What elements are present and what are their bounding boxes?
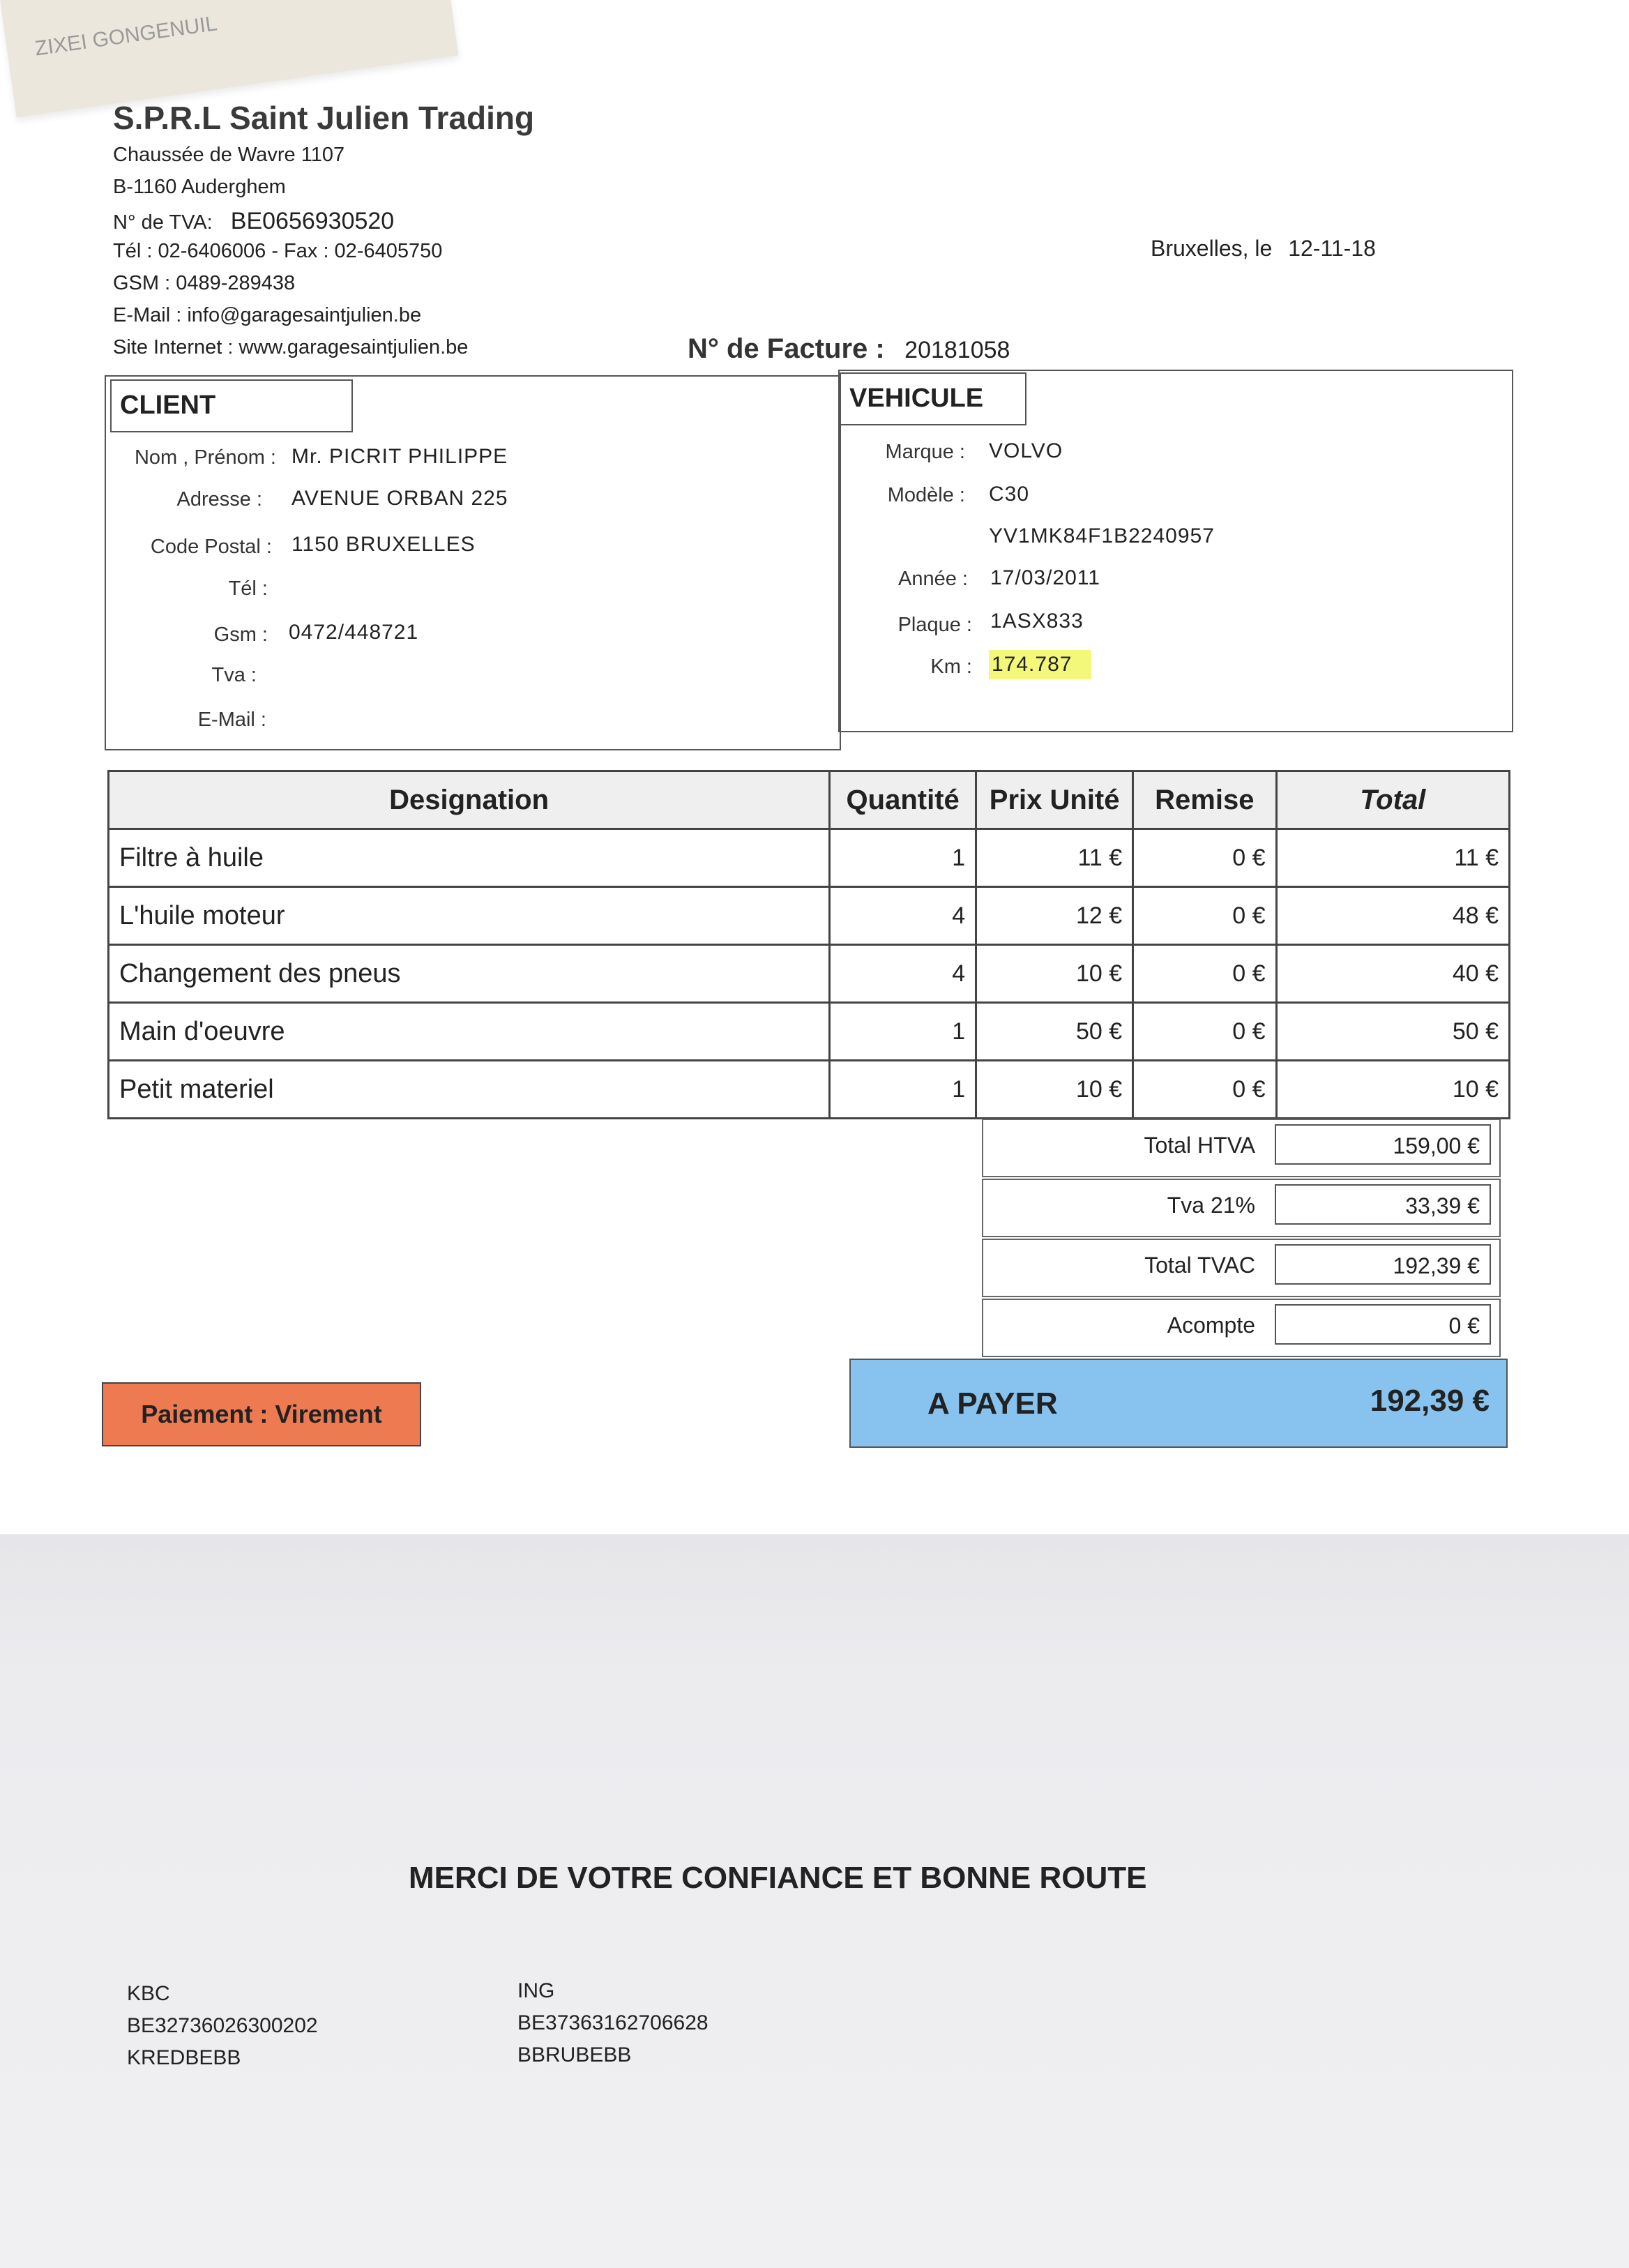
table-row bbox=[109, 1061, 1510, 1119]
sticker-text: ZIXEI GONGENUIL bbox=[33, 12, 219, 61]
item-quantity: 1 bbox=[830, 829, 976, 887]
client-postal-label: Code Postal : bbox=[150, 536, 272, 558]
client-vat-label: Tva : bbox=[211, 664, 257, 686]
vehicle-brand-label: Marque : bbox=[885, 441, 965, 463]
amount-due-box bbox=[849, 1359, 1508, 1448]
vehicle-km: 174.787 bbox=[989, 650, 1091, 679]
company-phone-fax: Tél : 02-6406006 - Fax : 02-6405750 bbox=[113, 240, 443, 262]
header-discount: Remise bbox=[1133, 771, 1276, 829]
item-unit-price: 10 € bbox=[976, 945, 1133, 1003]
vehicle-plate-label: Plaque : bbox=[897, 614, 972, 636]
item-total: 10 € bbox=[1276, 1061, 1509, 1119]
company-vat-label: N° de TVA: bbox=[113, 211, 213, 234]
client-address: AVENUE ORBAN 225 bbox=[291, 487, 508, 510]
item-total: 48 € bbox=[1276, 887, 1509, 945]
vehicle-year: 17/03/2011 bbox=[990, 566, 1100, 589]
client-postal: 1150 BRUXELLES bbox=[291, 533, 476, 556]
item-total: 50 € bbox=[1276, 1003, 1509, 1061]
invoice-number-label: N° de Facture : bbox=[688, 333, 885, 364]
amount-due-label: A PAYER bbox=[927, 1386, 1058, 1421]
amount-due-value: 192,39 € bbox=[1370, 1384, 1490, 1418]
item-unit-price: 10 € bbox=[976, 1061, 1133, 1119]
place-date bbox=[1151, 236, 1376, 262]
company-address-street: Chaussée de Wavre 1107 bbox=[113, 144, 345, 166]
item-discount: 0 € bbox=[1133, 829, 1276, 887]
vehicle-plate: 1ASX833 bbox=[990, 610, 1084, 633]
header-total: Total bbox=[1276, 771, 1509, 829]
vat-value: 33,39 € bbox=[1275, 1184, 1491, 1225]
item-designation: Changement des pneus bbox=[109, 945, 830, 1003]
item-total: 11 € bbox=[1276, 829, 1509, 887]
items-table bbox=[107, 770, 1510, 1119]
client-address-label: Adresse : bbox=[176, 488, 262, 511]
thanks-message: MERCI DE VOTRE CONFIANCE ET BONNE ROUTE bbox=[409, 1861, 1147, 1895]
invoice-number: 20181058 bbox=[904, 337, 1010, 363]
total-tvac-value: 192,39 € bbox=[1275, 1244, 1491, 1285]
invoice-date: 12-11-18 bbox=[1288, 236, 1376, 261]
company-gsm: GSM : 0489-289438 bbox=[113, 272, 296, 294]
bank-ing bbox=[517, 1975, 709, 2071]
vehicle-model: C30 bbox=[989, 483, 1030, 506]
vat-row bbox=[982, 1179, 1501, 1237]
payment-method: Paiement : Virement bbox=[102, 1382, 421, 1446]
client-name-label: Nom , Prénom : bbox=[134, 446, 276, 469]
vehicle-model-label: Modèle : bbox=[887, 484, 965, 506]
bank-iban: BE32736026300202 bbox=[127, 2014, 318, 2037]
table-row bbox=[109, 1003, 1510, 1061]
company-website: Site Internet : www.garagesaintjulien.be bbox=[113, 336, 469, 358]
item-designation: Filtre à huile bbox=[109, 829, 830, 887]
item-designation: Petit materiel bbox=[109, 1061, 830, 1119]
total-htva-label: Total HTVA bbox=[1144, 1133, 1255, 1158]
company-vat-number: BE0656930520 bbox=[230, 208, 395, 234]
item-quantity: 1 bbox=[830, 1061, 976, 1119]
deposit-row bbox=[982, 1299, 1501, 1357]
item-discount: 0 € bbox=[1133, 887, 1276, 945]
table-row bbox=[109, 945, 1510, 1003]
company-address-city: B-1160 Auderghem bbox=[113, 176, 286, 198]
item-quantity: 4 bbox=[830, 887, 976, 945]
deposit-value: 0 € bbox=[1275, 1304, 1491, 1345]
total-htva-value: 159,00 € bbox=[1275, 1124, 1491, 1165]
total-tvac-row bbox=[982, 1239, 1501, 1297]
item-unit-price: 11 € bbox=[976, 829, 1133, 887]
header-unit-price: Prix Unité bbox=[976, 771, 1133, 829]
client-email-label: E-Mail : bbox=[197, 709, 266, 731]
place-date-label: Bruxelles, le bbox=[1151, 236, 1273, 261]
item-quantity: 1 bbox=[830, 1003, 976, 1061]
item-discount: 0 € bbox=[1133, 1003, 1276, 1061]
vehicle-year-label: Année : bbox=[898, 568, 968, 590]
vehicle-km-label: Km : bbox=[930, 656, 972, 678]
bank-name: ING bbox=[517, 1979, 555, 2002]
table-row bbox=[109, 887, 1510, 945]
deposit-label: Acompte bbox=[1167, 1313, 1255, 1338]
item-designation: Main d'oeuvre bbox=[109, 1003, 830, 1061]
company-email: E-Mail : info@garagesaintjulien.be bbox=[113, 304, 422, 326]
vehicle-vin: YV1MK84F1B2240957 bbox=[989, 524, 1215, 547]
items-header-row bbox=[109, 771, 1510, 829]
total-tvac-label: Total TVAC bbox=[1144, 1253, 1255, 1278]
company-name: S.P.R.L Saint Julien Trading bbox=[113, 100, 535, 136]
item-discount: 0 € bbox=[1133, 945, 1276, 1003]
bank-bic: BBRUBEBB bbox=[517, 2043, 632, 2066]
client-tel-label: Tél : bbox=[228, 577, 268, 600]
client-gsm: 0472/448721 bbox=[289, 621, 419, 644]
invoice-page-lower-fold bbox=[0, 1534, 1629, 2268]
item-discount: 0 € bbox=[1133, 1061, 1276, 1119]
company-vat bbox=[113, 208, 394, 235]
bank-iban: BE37363162706628 bbox=[517, 2011, 709, 2034]
client-gsm-label: Gsm : bbox=[213, 623, 268, 646]
bank-name: KBC bbox=[127, 1982, 170, 2005]
item-unit-price: 12 € bbox=[976, 887, 1133, 945]
item-designation: L'huile moteur bbox=[109, 887, 830, 945]
client-name: Mr. PICRIT PHILIPPE bbox=[291, 445, 508, 468]
item-unit-price: 50 € bbox=[976, 1003, 1133, 1061]
vat-label: Tva 21% bbox=[1167, 1193, 1255, 1218]
item-total: 40 € bbox=[1276, 945, 1509, 1003]
header-designation: Designation bbox=[109, 771, 830, 829]
bank-kbc bbox=[127, 1978, 318, 2074]
table-row bbox=[109, 829, 1510, 887]
vehicle-brand: VOLVO bbox=[989, 439, 1063, 462]
total-htva-row bbox=[982, 1119, 1501, 1177]
invoice-number-line bbox=[688, 333, 1010, 365]
vehicle-title: VEHICULE bbox=[840, 372, 1026, 425]
client-title: CLIENT bbox=[110, 379, 353, 432]
bank-bic: KREDBEBB bbox=[127, 2046, 241, 2069]
header-quantity: Quantité bbox=[830, 771, 976, 829]
item-quantity: 4 bbox=[830, 945, 976, 1003]
